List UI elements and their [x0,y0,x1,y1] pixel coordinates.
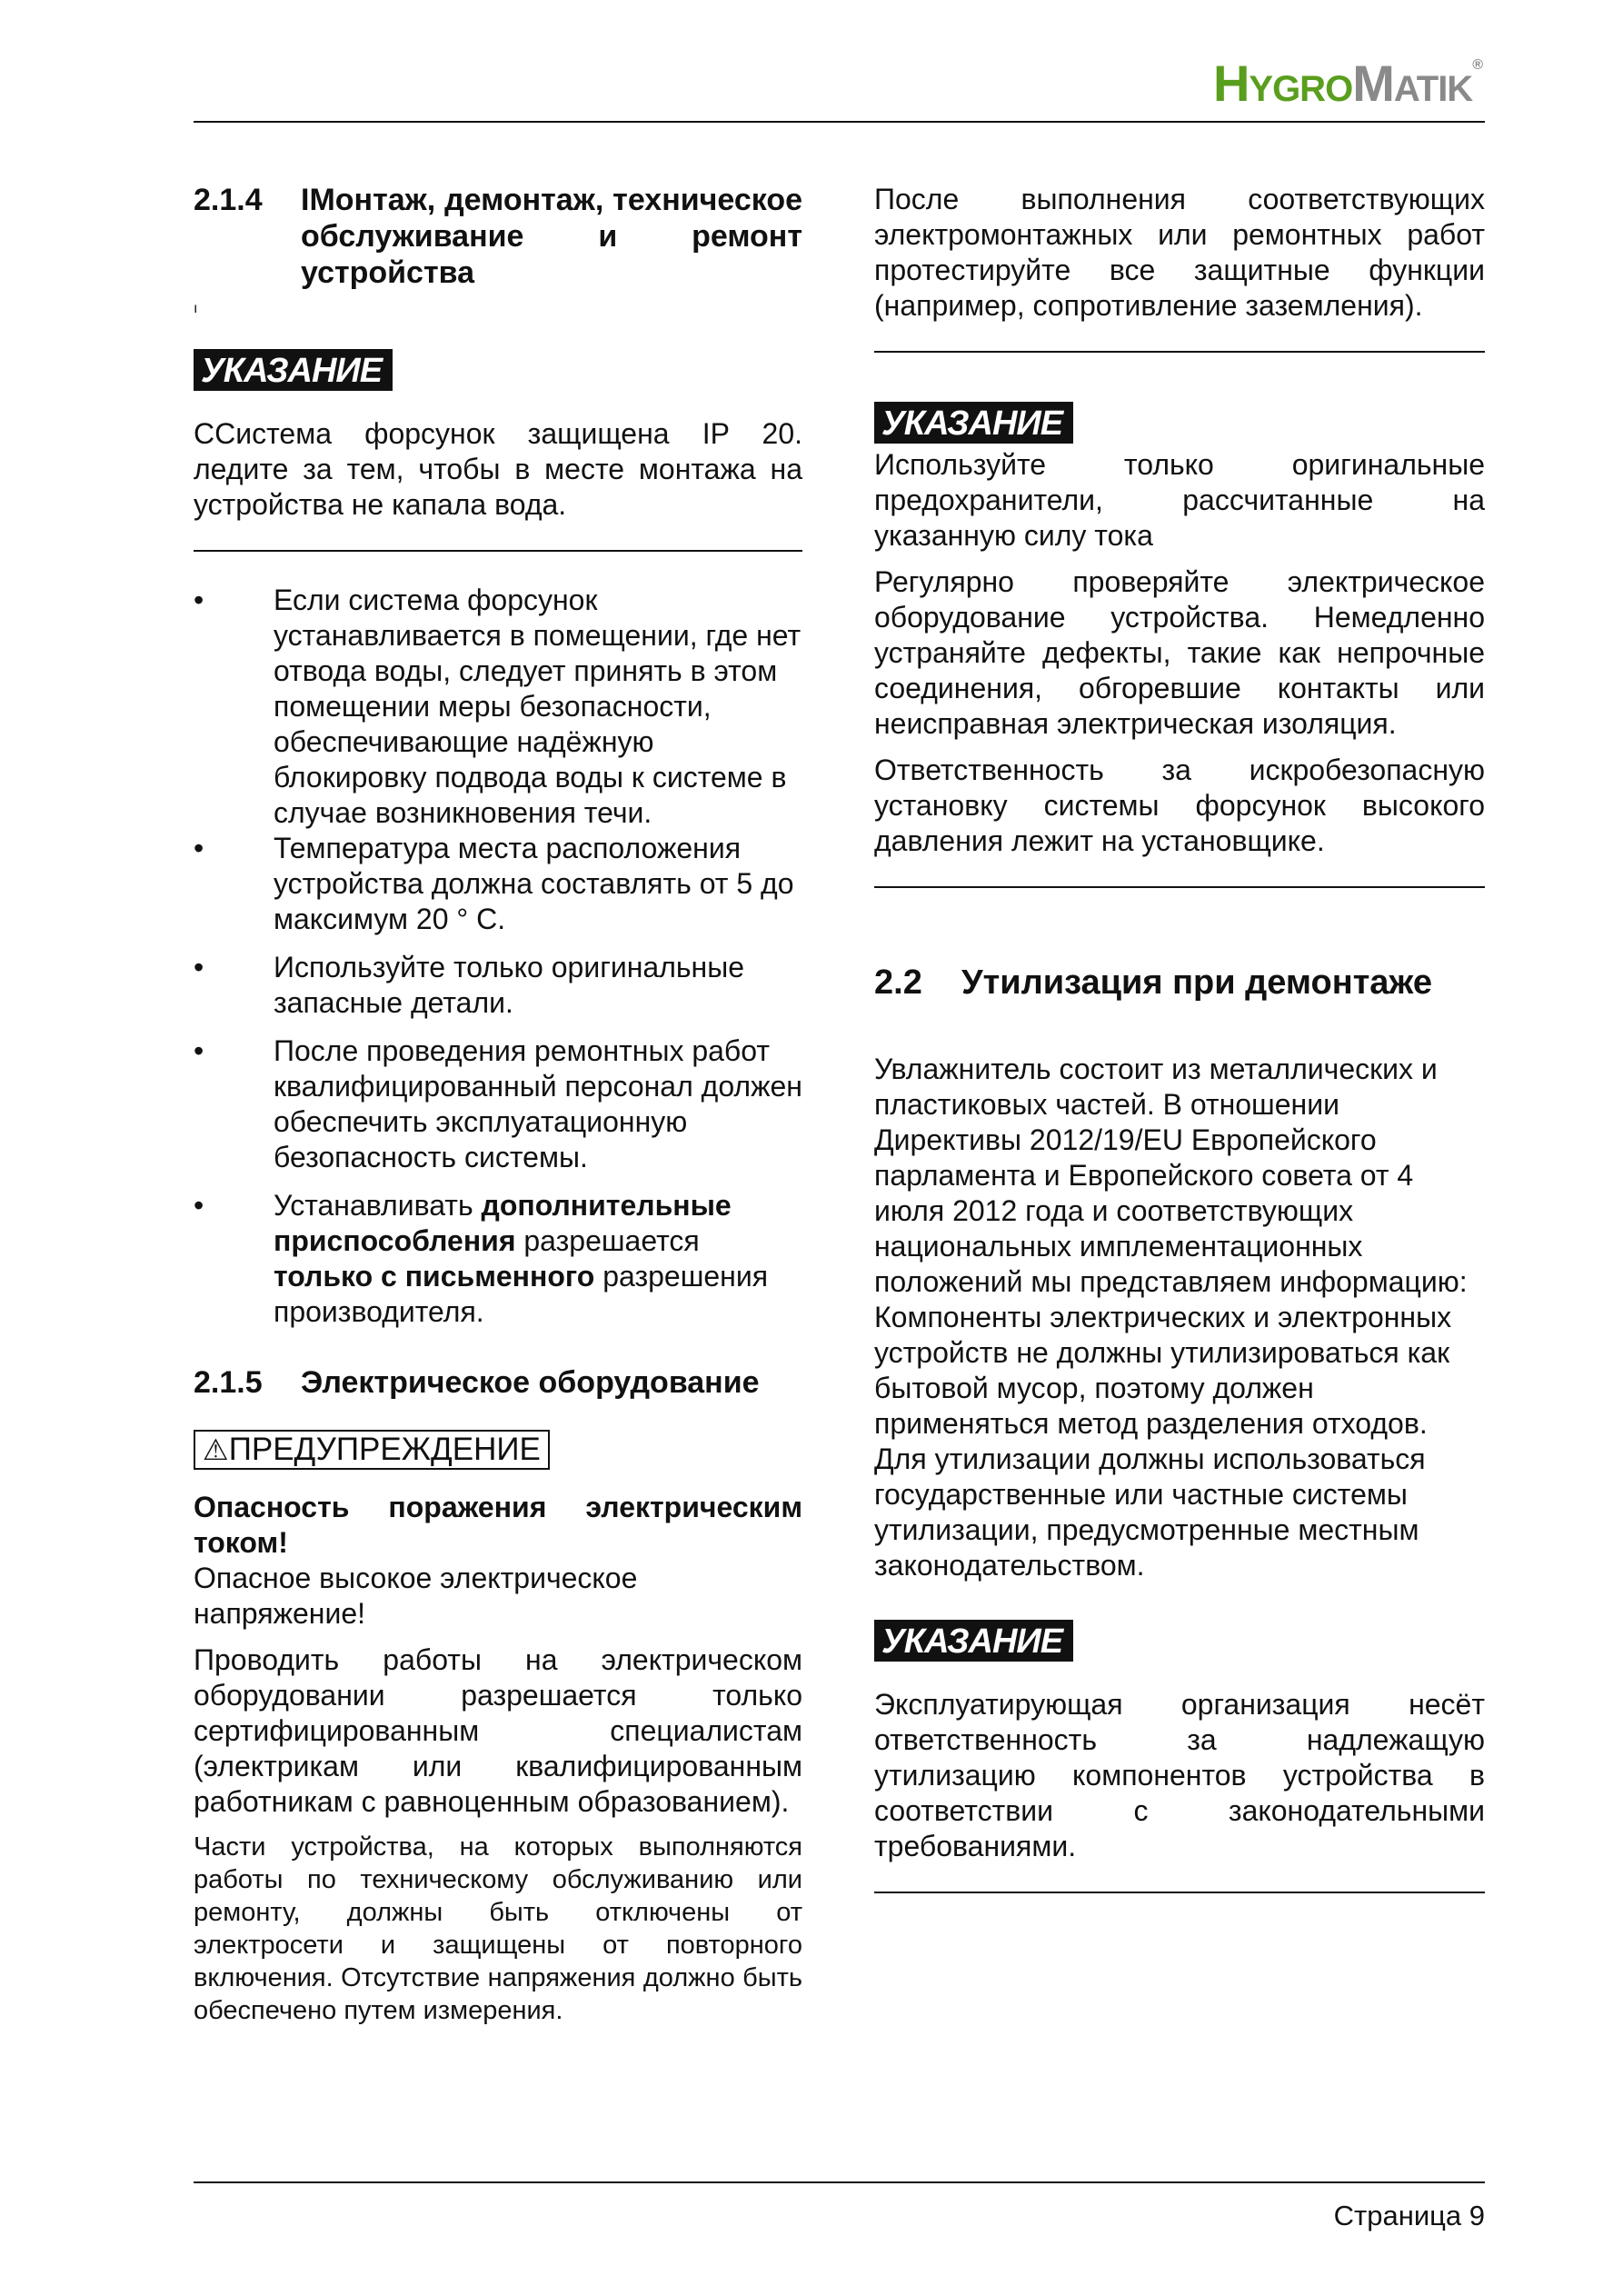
disposal-paragraph: Увлажнитель состоит из металлических и пластиковых частей. В отношении Директивы 2012/19/EU Европейского парламента и Европейского совета от 4 июля 2012 года и соответствующих национальных имплементационных положений мы представляем информацию: [874,1053,1468,1298]
list-item: • Температура места расположения устройства должна составлять от 5 до максимум 20 ° С. [194,832,794,935]
warning-line: Опасное высокое электрическое напряжение! [194,1562,638,1630]
warning-small-paragraph: Части устройства, на которых выполняются работы по техническому обслуживанию или ремонту, должны быть отключены от электросети и защищены от повторного включения. Отсутствие напряжения должно быть обеспечено путем измерения. [194,1832,802,2025]
warning-badge: ⚠ПРЕДУПРЕЖДЕНИЕ [194,1430,550,1470]
notice-text: Эксплуатирующая организация несёт ответственность за надлежащую утилизацию компонентов устройства в соответствии с законодательными требованиями. [874,1688,1485,1862]
divider [874,351,1485,353]
notice-paragraph: Используйте только оригинальные предохранители, рассчитанные на указанную силу тока [874,448,1485,552]
left-column [194,182,802,2027]
section-2-2-title: Утилизация при демонтаже [961,963,1433,1002]
right-column [874,182,1485,1893]
list-item: • После проведения ремонтных работ квалифицированный персонал должен обеспечить эксплуатационную безопасность системы. [194,1034,802,1173]
stray-mark: ı [194,301,198,316]
intro-paragraph: После выполнения соответствующих электромонтажных или ремонтных работ протестируйте все защитные функции (например, сопротивление заземления). [874,183,1485,322]
safety-list [194,583,802,1330]
section-2-2-heading: 2.2 Утилизация при демонтаже [874,963,1433,1002]
warning-paragraph: Проводить работы на электрическом оборудовании разрешается только сертифицированным специалистам (электрикам или квалифицированным работникам с равноценным образованием). [194,1643,802,1818]
footer-rule [194,2181,1485,2183]
section-2-1-5-title: Электрическое оборудование [301,1365,760,1400]
list-item: • Используйте только оригинальные запасные детали. [194,951,745,1019]
notice-badge: УКАЗАНИЕ [874,402,1073,444]
section-2-1-4-heading: 2.1.4 IМонтаж, демонтаж, техническое обслуживание и ремонт устройства [194,183,802,290]
notice-badge: УКАЗАНИЕ [194,349,393,391]
page-number: Страница 9 [1333,2200,1485,2231]
header-rule [194,121,1485,123]
notice-paragraph: Ответственность за искробезопасную установку системы форсунок высокого давления лежит на установщике. [874,754,1485,857]
divider [874,1892,1485,1893]
section-2-1-5-heading: 2.1.5 Электрическое оборудование [194,1365,760,1400]
divider [194,550,802,552]
notice-text: ССистема форсунок защищена IP 20. ледите за тем, чтобы в месте монтажа на устройства не капала вода. [194,417,802,521]
hygromatik-logo: HYGROMATIK® [1212,55,1482,112]
disposal-paragraph: Компоненты электрических и электронных устройств не должны утилизироваться как бытовой мусор, поэтому должен применяться метод разделения отходов. Для утилизации должны использоваться государственные или частные системы утилизации, предусмотренные местным законодательством. [874,1301,1452,1582]
warning-triangle-icon: ⚠ [203,1433,229,1466]
list-item: • Если система форсунок устанавливается в помещении, где нет отвода воды, следует принять в этом помещении меры безопасности, обеспечивающие надёжную блокировку подвода воды к системе в случае возникновения течи. [194,584,802,829]
notice-badge: УКАЗАНИЕ [874,1620,1073,1662]
section-2-1-4-title: IМонтаж, демонтаж, техническое обслуживание и ремонт устройства [301,183,802,290]
danger-heading: Опасность поражения электрическим током! [194,1491,802,1559]
list-item: • Устанавливать дополнительные приспособления разрешается только с письменного разрешения производителя. [194,1189,769,1328]
notice-paragraph: Регулярно проверяйте электрическое оборудование устройства. Немедленно устраняйте дефекты, такие как непрочные соединения, обгоревшие контакты или неисправная электрическая изоляция. [874,565,1485,740]
divider [874,886,1485,888]
